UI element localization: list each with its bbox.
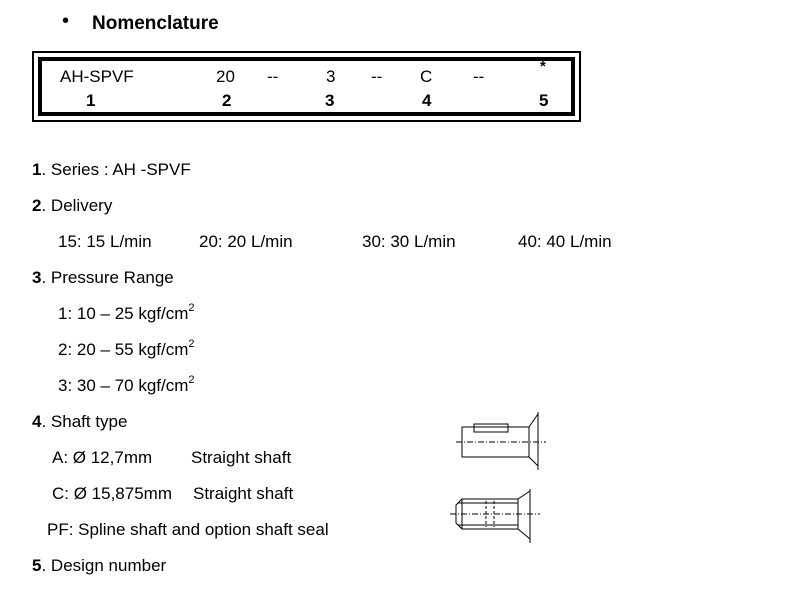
code-separator: --	[267, 67, 279, 86]
code-shaft: C	[420, 67, 433, 86]
code-number: 3	[325, 91, 335, 110]
delivery-option: 30: 30 L/min	[362, 232, 456, 251]
code-number: 1	[86, 91, 96, 110]
straight-shaft-diagram	[452, 408, 552, 474]
bullet: •	[62, 10, 70, 32]
section-title: Nomenclature	[92, 13, 219, 34]
code-number: 5	[539, 91, 549, 110]
code-number: 4	[422, 91, 432, 110]
code-design: *	[540, 58, 546, 75]
spline-shaft-diagram	[446, 487, 546, 545]
code-separator: --	[473, 67, 485, 86]
pressure-option: 1: 10 – 25 kgf/$cm^2$	[58, 302, 195, 323]
shaft-a-code: A: Ø 12,7mm	[52, 448, 153, 467]
code-pressure: 3	[326, 67, 336, 86]
pressure-option: 3: 30 – 70 kgf/$cm^2$	[58, 374, 195, 395]
code-delivery: 20	[216, 67, 235, 86]
code-series: AH-SPVF	[60, 67, 134, 86]
item-design: 5. Design number	[32, 556, 167, 575]
item-pressure: 3. Pressure Range	[32, 268, 174, 287]
shaft-c-code: C: Ø 15,875mm	[52, 484, 172, 503]
item-shaft: 4. Shaft type	[32, 412, 128, 431]
shaft-a-desc: Straight shaft	[191, 448, 292, 467]
shaft-c-desc: Straight shaft	[193, 484, 294, 503]
item-series: 1. Series : AH -SPVF	[32, 160, 191, 179]
code-separator: --	[371, 67, 383, 86]
item-delivery: 2. Delivery	[32, 196, 113, 215]
delivery-option: 15: 15 L/min	[58, 232, 152, 251]
delivery-option: 40: 40 L/min	[518, 232, 612, 251]
delivery-option: 20: 20 L/min	[199, 232, 293, 251]
shaft-pf: PF: Spline shaft and option shaft seal	[47, 520, 329, 539]
code-number: 2	[222, 91, 232, 110]
pressure-option: 2: 20 – 55 kgf/$cm^2$	[58, 338, 195, 359]
